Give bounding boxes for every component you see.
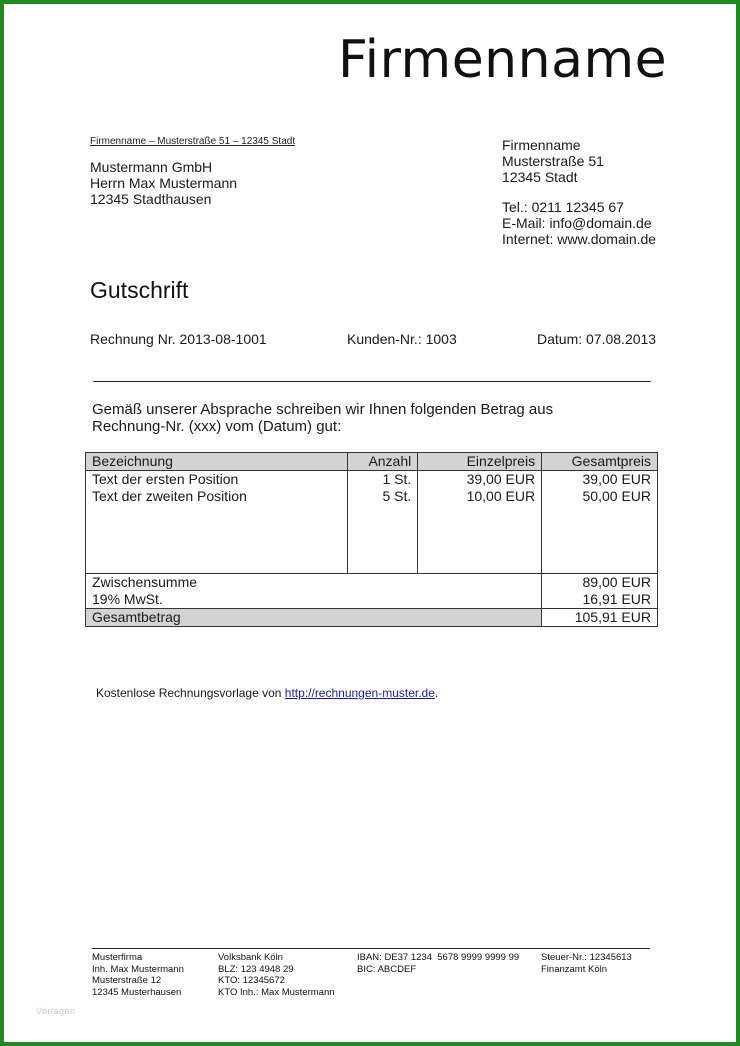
vat-label: 19% MwSt. bbox=[86, 591, 542, 609]
intro-line: Rechnung-Nr. (xxx) vom (Datum) gut: bbox=[92, 418, 342, 435]
subtotal-row bbox=[86, 574, 658, 592]
row-description: Text der ersten Position bbox=[86, 471, 348, 489]
row-unit-price: 39,00 EUR bbox=[418, 471, 542, 489]
watermark: Vorlagen bbox=[36, 1006, 76, 1016]
footer-bank-info bbox=[218, 952, 335, 998]
footer-line: Musterfirma bbox=[92, 952, 143, 963]
footer-line: Musterstraße 12 bbox=[92, 975, 162, 987]
footer-line: Steuer-Nr.: 12345613 bbox=[541, 952, 632, 963]
document-title: Gutschrift bbox=[90, 277, 189, 303]
credit-text: Kostenlose Rechnungsvorlage von bbox=[96, 686, 285, 700]
credit-suffix: . bbox=[434, 686, 439, 700]
company-line: Firmenname bbox=[502, 137, 581, 153]
row-unit-price: 10,00 EUR bbox=[418, 488, 542, 505]
company-line: Musterstraße 51 bbox=[502, 153, 604, 169]
row-quantity: 1 St. bbox=[348, 471, 418, 489]
recipient-line: Mustermann GmbH bbox=[90, 159, 213, 175]
company-logo-text: Firmenname bbox=[338, 30, 668, 90]
footer-divider bbox=[92, 948, 650, 949]
footer-company-info bbox=[92, 952, 184, 998]
customer-number: Kunden-Nr.: 1003 bbox=[347, 331, 457, 347]
recipient-line: 12345 Stadthausen bbox=[90, 191, 212, 207]
footer-line: Volksbank Köln bbox=[218, 952, 283, 963]
table-row bbox=[86, 488, 658, 505]
footer-tax-info bbox=[541, 952, 632, 975]
footer-line: Finanzamt Köln bbox=[541, 963, 608, 975]
footer-line: BLZ: 123 4948 29 bbox=[218, 963, 294, 975]
header-unit-price: Einzelpreis bbox=[418, 453, 542, 471]
invoice-number: Rechnung Nr. 2013-08-1001 bbox=[90, 331, 267, 347]
total-row bbox=[86, 609, 658, 627]
contact-phone: Tel.: 0211 12345 67 bbox=[502, 199, 624, 215]
footer-line: BIC: ABCDEF bbox=[357, 963, 417, 975]
credit-link[interactable]: http://rechnungen-muster.de bbox=[284, 686, 435, 700]
footer-iban-info bbox=[357, 952, 519, 975]
items-table bbox=[85, 452, 658, 627]
vat-row bbox=[86, 591, 658, 609]
footer-line: KTO Inh.: Max Mustermann bbox=[218, 986, 335, 998]
row-total-price: 39,00 EUR bbox=[542, 471, 658, 489]
subtotal-label: Zwischensumme bbox=[86, 574, 542, 592]
header-quantity: Anzahl bbox=[348, 453, 418, 471]
footer-line: IBAN: DE37 1234 5678 9999 9999 99 bbox=[357, 952, 520, 963]
company-contact bbox=[502, 199, 656, 247]
subtotal-value: 89,00 EUR bbox=[542, 574, 658, 592]
header-total-price: Gesamtpreis bbox=[542, 453, 658, 471]
invoice-date: Datum: 07.08.2013 bbox=[537, 331, 657, 347]
sender-address-line: Firmenname – Musterstraße 51 – 12345 Stadt bbox=[90, 136, 296, 147]
row-quantity: 5 St. bbox=[348, 488, 418, 505]
divider-line bbox=[93, 381, 651, 382]
vat-value: 16,91 EUR bbox=[542, 591, 658, 609]
table-row bbox=[86, 471, 658, 489]
contact-email: E-Mail: info@domain.de bbox=[502, 215, 652, 231]
row-total-price: 50,00 EUR bbox=[542, 488, 658, 505]
footer-line: 12345 Musterhausen bbox=[92, 986, 182, 998]
template-credit bbox=[96, 686, 438, 700]
company-line: 12345 Stadt bbox=[502, 169, 578, 185]
total-value: 105,91 EUR bbox=[542, 609, 658, 627]
intro-text bbox=[92, 401, 553, 435]
intro-line: Gemäß unserer Absprache schreiben wir Ihnen folgenden Betrag aus bbox=[92, 401, 554, 418]
total-label: Gesamtbetrag bbox=[86, 609, 542, 627]
company-address bbox=[502, 137, 604, 185]
recipient-line: Herrn Max Mustermann bbox=[90, 175, 238, 191]
header-description: Bezeichnung bbox=[86, 453, 348, 471]
contact-website: Internet: www.domain.de bbox=[502, 231, 657, 247]
recipient-address bbox=[90, 159, 237, 207]
table-header-row bbox=[86, 453, 658, 471]
row-description: Text der zweiten Position bbox=[86, 488, 348, 505]
footer-line: Inh. Max Mustermann bbox=[92, 963, 184, 975]
table-empty-row bbox=[86, 505, 658, 574]
footer-line: KTO: 12345672 bbox=[218, 975, 285, 987]
